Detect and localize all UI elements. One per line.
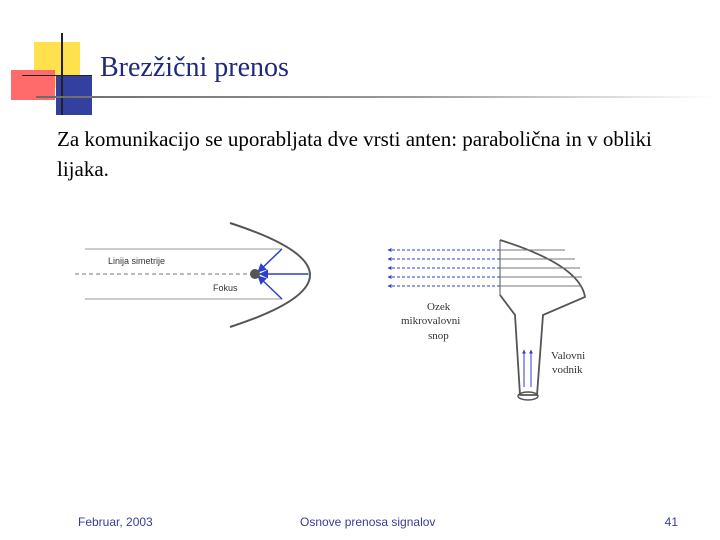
beam-label-line-1: Ozek bbox=[427, 301, 451, 313]
footer-date: Februar, 2003 bbox=[78, 515, 153, 529]
parabolic-antenna bbox=[75, 223, 310, 327]
page-number: 41 bbox=[664, 515, 678, 529]
deco-horizontal-line bbox=[22, 75, 92, 76]
title-divider bbox=[36, 96, 716, 98]
symmetry-line-label: Linija simetrije bbox=[108, 256, 166, 266]
waveguide-label-line-1: Valovni bbox=[551, 350, 586, 362]
footer-title: Osnove prenosa signalov bbox=[300, 515, 436, 529]
antenna-figure bbox=[60, 215, 586, 435]
beam-label-line-3: snop bbox=[428, 330, 449, 342]
beam-label-line-2: mikrovalovni bbox=[401, 315, 461, 327]
focus-label: Fokus bbox=[213, 283, 238, 293]
horn-antenna bbox=[388, 240, 585, 400]
parabolic-dish bbox=[230, 223, 310, 327]
body-text: Za komunikacijo se uporabljata dve vrsti anten: parabolična in v obliki lijaka. bbox=[57, 127, 652, 181]
waveguide-label-line-2: vodnik bbox=[552, 364, 583, 376]
reflected-ray-top bbox=[258, 249, 282, 272]
waveguide-end bbox=[518, 392, 538, 400]
deco-vertical-line bbox=[61, 33, 63, 115]
reflected-ray-bottom bbox=[258, 276, 282, 299]
focus-point bbox=[250, 269, 260, 279]
slide-title: Brezžični prenos bbox=[100, 52, 289, 83]
